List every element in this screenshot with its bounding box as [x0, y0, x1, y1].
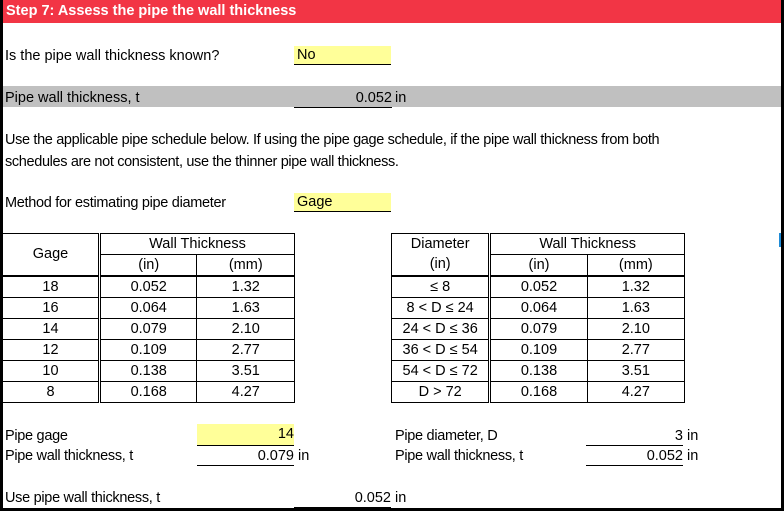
diameter-wall-thickness-header: Wall Thickness: [490, 234, 685, 255]
pipe-diameter-unit: in: [687, 428, 699, 444]
worksheet: [3, 0, 781, 508]
final-thickness-label: Use pipe wall thickness, t: [5, 490, 160, 506]
known-question-label: Is the pipe wall thickness known?: [5, 48, 220, 64]
diameter-col-subheader: (in): [392, 255, 490, 277]
diameter-in-header: (in): [490, 255, 587, 277]
instructions-line-1: Use the applicable pipe schedule below. If using the pipe gage schedule, if the pipe wall thickness from both: [5, 132, 660, 148]
table-row: 54 < D ≤ 72 0.138 3.51: [392, 361, 685, 382]
table-row: 12 0.109 2.77: [3, 340, 295, 361]
diameter-mm-header: (mm): [587, 255, 684, 277]
gage-thickness-unit: in: [298, 448, 310, 464]
known-thickness-unit: in: [395, 90, 407, 106]
gage-schedule-table: [3, 233, 295, 403]
pipe-diameter-label: Pipe diameter, D: [395, 428, 498, 444]
gage-in-header: (in): [99, 255, 197, 277]
table-row: D > 72 0.168 4.27: [392, 382, 685, 403]
table-row: 8 0.168 4.27: [3, 382, 295, 403]
diameter-schedule-table: [391, 233, 685, 403]
pipe-gage-label: Pipe gage: [5, 428, 68, 444]
table-row: 14 0.079 2.10: [3, 319, 295, 340]
gage-wall-thickness-header: Wall Thickness: [99, 234, 294, 255]
diameter-col-header: Diameter: [392, 234, 490, 255]
final-thickness-value: 0.052: [294, 489, 391, 508]
known-thickness-value[interactable]: 0.052: [294, 89, 392, 108]
table-row: 10 0.138 3.51: [3, 361, 295, 382]
instructions-line-2: schedules are not consistent, use the thinner pipe wall thickness.: [5, 154, 399, 170]
diameter-thickness-unit: in: [687, 448, 699, 464]
table-row: ≤ 8 0.052 1.32: [392, 276, 685, 298]
table-row: 16 0.064 1.63: [3, 298, 295, 319]
final-thickness-unit: in: [395, 490, 407, 506]
known-thickness-select[interactable]: No: [294, 46, 391, 65]
selection-edge-marker: [779, 233, 781, 247]
pipe-gage-input[interactable]: 14: [197, 424, 294, 446]
gage-col-header: Gage: [3, 234, 99, 277]
table-row: 8 < D ≤ 24 0.064 1.63: [392, 298, 685, 319]
table-row: 18 0.052 1.32: [3, 276, 295, 298]
diameter-thickness-value: 0.052: [586, 447, 683, 466]
gage-thickness-value: 0.079: [197, 447, 294, 466]
table-row: 24 < D ≤ 36 0.079 2.10: [392, 319, 685, 340]
table-row: 36 < D ≤ 54 0.109 2.77: [392, 340, 685, 361]
gage-mm-header: (mm): [197, 255, 295, 277]
method-select[interactable]: Gage: [294, 193, 391, 212]
known-thickness-label: Pipe wall thickness, t: [5, 90, 140, 106]
gage-thickness-label: Pipe wall thickness, t: [5, 448, 133, 464]
diameter-thickness-label: Pipe wall thickness, t: [395, 448, 523, 464]
pipe-diameter-value[interactable]: 3: [586, 427, 683, 446]
method-label: Method for estimating pipe diameter: [5, 195, 226, 211]
step-header: Step 7: Assess the pipe the wall thickness: [3, 0, 781, 23]
